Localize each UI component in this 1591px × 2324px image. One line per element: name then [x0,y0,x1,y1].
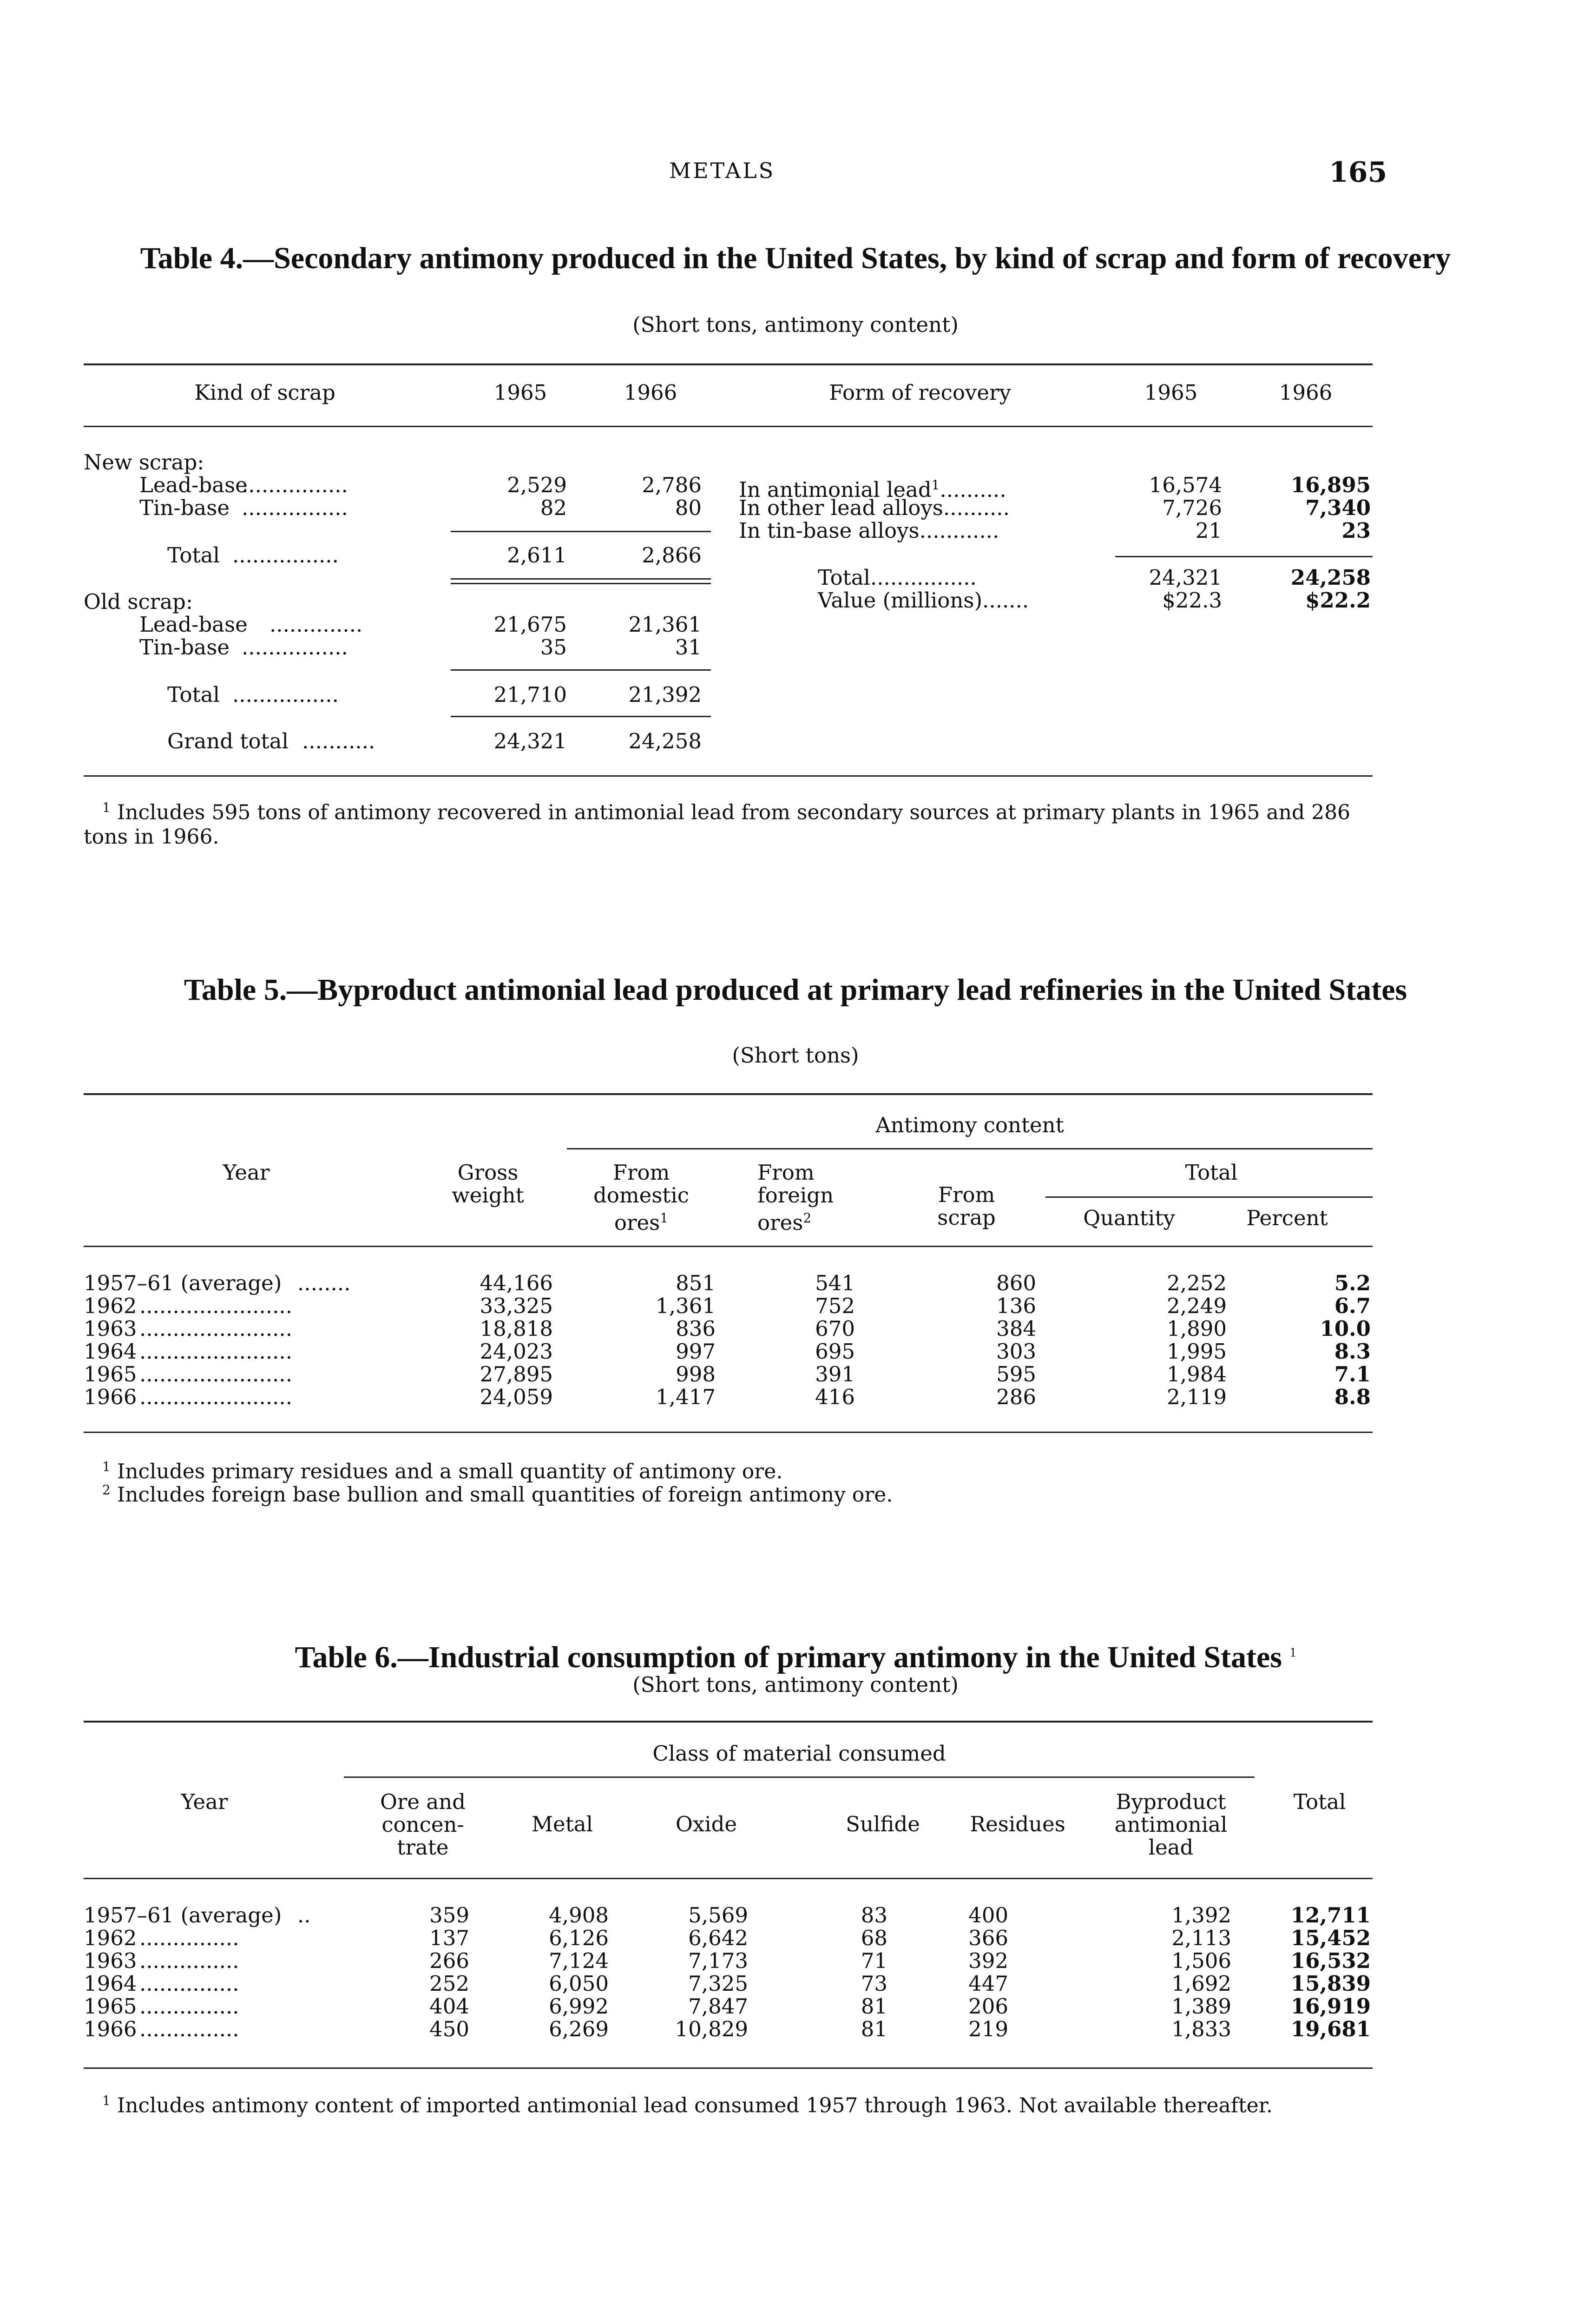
t5-cell: 2,249 [1167,1294,1227,1318]
t6-col-year: Year [181,1789,228,1814]
t5-leader-dots: ....................... [139,1316,292,1341]
t6-cell: 15,839 [1290,1971,1371,1996]
t5-total-rule [1045,1196,1373,1198]
t6-leader-dots: ............... [139,1994,239,2019]
t5-col-total: Total [1185,1160,1238,1185]
t5-cell: 303 [996,1339,1036,1364]
t5-cell: 10.0 [1320,1316,1371,1341]
t5-cell: 998 [676,1362,716,1386]
t4-cell: $22.3 [1162,588,1222,613]
t5-leader-dots: ....................... [139,1385,292,1409]
t5-group-rule [567,1148,1373,1149]
t6-col-metal: Metal [531,1812,593,1836]
t6-cell: 252 [429,1971,469,1996]
t5-leader-dots: ....................... [139,1339,292,1364]
t4-cell: 2,866 [642,543,702,568]
t6-cell: 6,269 [549,2017,609,2041]
t6-leader-dots: ............... [139,2017,239,2041]
t5-row-year: 1963 [84,1316,137,1341]
t5-cell: 27,895 [480,1362,553,1386]
t6-row-year: 1965 [84,1994,137,2019]
t6-cell: 7,847 [688,1994,748,2019]
t6-cell: 15,452 [1290,1926,1371,1950]
t6-cell: 1,506 [1171,1948,1231,1973]
t6-row-year: 1964 [84,1971,137,1996]
t4-cell: 21,710 [493,682,567,707]
t4-cell: 2,611 [507,543,567,568]
t5-cell: 851 [676,1271,716,1295]
table-6-subtitle: (Short tons, antimony content) [632,1672,959,1697]
t6-cell: 12,711 [1290,1903,1371,1928]
t4-cell: 16,895 [1290,473,1371,497]
t4-row-label: Total [167,543,220,568]
t5-cell: 391 [815,1362,855,1386]
t6-col-total: Total [1293,1789,1346,1814]
t5-col-year: Year [223,1160,270,1185]
table-6-footnote: $^1$ Includes antimony content of imported antimonial lead consumed 1957 through 1963. Not available thereafter. [102,2093,1273,2118]
t5-col-scrap: From scrap [937,1182,996,1230]
t5-col-gross: Gross weight [452,1160,524,1208]
t5-cell: 1,890 [1167,1316,1227,1341]
t5-cell: 860 [996,1271,1036,1295]
t5-leader-dots: ....................... [139,1362,292,1386]
t4-cell: 24,321 [1149,565,1222,590]
t6-cell: 16,919 [1290,1994,1371,2019]
t5-leader-dots: ........ [297,1271,351,1295]
t5-row-year: 1957–61 (average) [84,1271,282,1295]
t4-row-label: Tin-base [139,495,230,520]
table-5-bottom-rule [84,1432,1373,1433]
t6-cell: 400 [968,1903,1008,1928]
t4-cell: 2,529 [507,473,567,497]
t6-cell: 6,050 [549,1971,609,1996]
t6-leader-dots: .. [297,1903,311,1928]
t6-col-sulfide: Sulfide [846,1812,920,1836]
t4-cell: 24,258 [628,729,702,753]
t6-col-oxide: Oxide [675,1812,737,1836]
t6-cell: 266 [429,1948,469,1973]
t4-form-label: In antimonial lead$^1$.......... [739,477,1006,502]
t5-cell: 286 [996,1385,1036,1409]
t6-cell: 6,992 [549,1994,609,2019]
t5-cell: 7.1 [1334,1362,1371,1386]
t5-cell: 5.2 [1334,1271,1371,1295]
t6-cell: 19,681 [1290,2017,1371,2041]
t4-header-rule [84,426,1373,427]
t4-cell: 2,786 [642,473,702,497]
t5-col-quantity: Quantity [1083,1206,1175,1230]
t6-header-rule [84,1878,1373,1879]
t4-form-label: Value (millions)....... [818,588,1029,613]
t6-cell: 1,392 [1171,1903,1231,1928]
t5-cell: 18,818 [480,1316,553,1341]
t4-cell: 24,321 [493,729,567,753]
t6-cell: 7,325 [688,1971,748,1996]
table-4-top-rule [84,363,1373,365]
t5-cell: 136 [996,1294,1036,1318]
t5-cell: 1,361 [656,1294,716,1318]
t5-cell: 44,166 [480,1271,553,1295]
table-4-title: Table 4.—Secondary antimony produced in the United States, by kind of scrap and form of recovery [140,241,1451,275]
t4-cell: 21 [1195,518,1222,543]
t6-cell: 81 [861,1994,888,2019]
table-4-subtitle: (Short tons, antimony content) [632,312,959,337]
table-5-footnote-2: $^2$ Includes foreign base bullion and small quantities of foreign antimony ore. [102,1482,893,1507]
t6-group-rule [344,1776,1255,1778]
t4-form-label: Total................ [818,565,977,590]
t6-row-year: 1962 [84,1926,137,1950]
t4-double-rule-a [451,578,711,580]
t5-cell: 997 [676,1339,716,1364]
t4-cell: 35 [540,635,567,660]
t6-cell: 206 [968,1994,1008,2019]
t6-cell: 366 [968,1926,1008,1950]
t6-class-header: Class of material consumed [652,1741,946,1766]
t5-col-domestic: From domestic ores$^1$ [593,1160,689,1235]
t5-cell: 695 [815,1339,855,1364]
t5-row-year: 1964 [84,1339,137,1364]
t4-cell: 21,361 [628,612,702,637]
t6-cell: 359 [429,1903,469,1928]
table-5-title: Table 5.—Byproduct antimonial lead produced at primary lead refineries in the United States [184,973,1407,1007]
t6-cell: 404 [429,1994,469,2019]
t5-cell: 8.3 [1334,1339,1371,1364]
t5-cell: 836 [676,1316,716,1341]
t4-col-1966-b: 1966 [1279,380,1333,405]
table-5-subtitle: (Short tons) [732,1043,859,1068]
t5-cell: 670 [815,1316,855,1341]
t4-cell: 80 [675,495,702,520]
t6-row-year: 1963 [84,1948,137,1973]
t6-cell: 447 [968,1971,1008,1996]
t6-col-ore: Ore and concen- trate [380,1789,466,1860]
t4-cell: 7,726 [1162,495,1222,520]
table-6-bottom-rule [84,2067,1373,2069]
t4-cell: $22.2 [1305,588,1371,613]
t6-cell: 219 [968,2017,1008,2041]
t4-double-rule-b [451,583,711,584]
t6-col-residues: Residues [970,1812,1065,1836]
t6-cell: 137 [429,1926,469,1950]
t5-row-year: 1962 [84,1294,137,1318]
page-number: 165 [1329,156,1387,189]
t5-cell: 24,023 [480,1339,553,1364]
t6-cell: 83 [861,1903,888,1928]
t5-cell: 595 [996,1362,1036,1386]
table-5-top-rule [84,1093,1373,1095]
t6-leader-dots: ............... [139,1971,239,1996]
t4-col-1965-b: 1965 [1144,380,1198,405]
t5-cell: 1,417 [656,1385,716,1409]
table-4-footnote: $^1$ Includes 595 tons of antimony recovered in antimonial lead from secondary sources at primary plants in 1965 and 286 tons in 1966. [84,800,1351,849]
t6-cell: 16,532 [1290,1948,1371,1973]
t5-cell: 24,059 [480,1385,553,1409]
t4-subtotal-rule [451,669,711,671]
t5-cell: 2,119 [1167,1385,1227,1409]
t5-cell: 2,252 [1167,1271,1227,1295]
t6-col-byproduct: Byproduct antimonial lead [1114,1789,1228,1860]
t6-cell: 392 [968,1948,1008,1973]
t5-row-year: 1965 [84,1362,137,1386]
t4-col-1966: 1966 [624,380,677,405]
t6-cell: 2,113 [1171,1926,1231,1950]
t6-cell: 1,692 [1171,1971,1231,1996]
t5-cell: 416 [815,1385,855,1409]
t6-cell: 1,389 [1171,1994,1231,2019]
t6-cell: 68 [861,1926,888,1950]
t4-grandtotal-rule [451,716,711,717]
table-4-bottom-rule [84,775,1373,777]
t5-cell: 541 [815,1271,855,1295]
t4-form-label: In tin-base alloys............ [739,518,999,543]
table-6-top-rule [84,1721,1373,1723]
t5-cell: 6.7 [1334,1294,1371,1318]
t6-cell: 81 [861,2017,888,2041]
t4-cell: 82 [540,495,567,520]
t4-row-label: Tin-base [139,635,230,660]
t6-cell: 5,569 [688,1903,748,1928]
t6-row-year: 1966 [84,2017,137,2041]
t4-cell: 31 [675,635,702,660]
t6-cell: 6,126 [549,1926,609,1950]
t6-cell: 450 [429,2017,469,2041]
t4-cell: 16,574 [1149,473,1222,497]
t5-antimony-content-header: Antimony content [875,1113,1064,1137]
t4-subtotal-rule [451,531,711,532]
t5-col-foreign: From foreign ores$^2$ [757,1160,834,1235]
t4-cell: 21,392 [628,682,702,707]
t5-cell: 752 [815,1294,855,1318]
t5-cell: 384 [996,1316,1036,1341]
t6-cell: 1,833 [1171,2017,1231,2041]
t6-cell: 4,908 [549,1903,609,1928]
t4-row-label: Grand total [167,729,289,753]
t6-cell: 7,124 [549,1948,609,1973]
t6-cell: 6,642 [688,1926,748,1950]
t5-cell: 33,325 [480,1294,553,1318]
t4-cell: 23 [1341,518,1371,543]
t4-col-kind: Kind of scrap [194,380,335,405]
t6-cell: 7,173 [688,1948,748,1973]
t4-row-label: Old scrap: [84,589,193,614]
t4-cell: 21,675 [493,612,567,637]
t5-row-year: 1966 [84,1385,137,1409]
t4-col-form: Form of recovery [829,380,1011,405]
table-6-title: Table 6.—Industrial consumption of primary antimony in the United States $^1$ [295,1640,1296,1674]
t6-leader-dots: ............... [139,1948,239,1973]
t4-form-label: In other lead alloys.......... [739,495,1010,520]
t6-cell: 71 [861,1948,888,1973]
t6-row-year: 1957–61 (average) [84,1903,282,1928]
running-header: METALS [669,158,776,183]
table-5-footnote-1: $^1$ Includes primary residues and a small quantity of antimony ore. [102,1459,783,1484]
t6-cell: 10,829 [675,2017,748,2041]
t5-leader-dots: ....................... [139,1294,292,1318]
t4-row-label: Lead-base [139,612,248,637]
t4-row-label: Lead-base [139,473,248,497]
t5-cell: 8.8 [1334,1385,1371,1409]
t4-row-label: New scrap: [84,450,204,475]
t4-right-total-rule [1115,556,1373,557]
t5-col-percent: Percent [1246,1206,1328,1230]
t4-cell: 24,258 [1290,565,1371,590]
t5-header-rule [84,1246,1373,1247]
t6-cell: 73 [861,1971,888,1996]
t5-cell: 1,984 [1167,1362,1227,1386]
t4-row-label: Total [167,682,220,707]
t4-cell: 7,340 [1305,495,1371,520]
t5-cell: 1,995 [1167,1339,1227,1364]
t6-leader-dots: ............... [139,1926,239,1950]
t4-col-1965: 1965 [493,380,547,405]
